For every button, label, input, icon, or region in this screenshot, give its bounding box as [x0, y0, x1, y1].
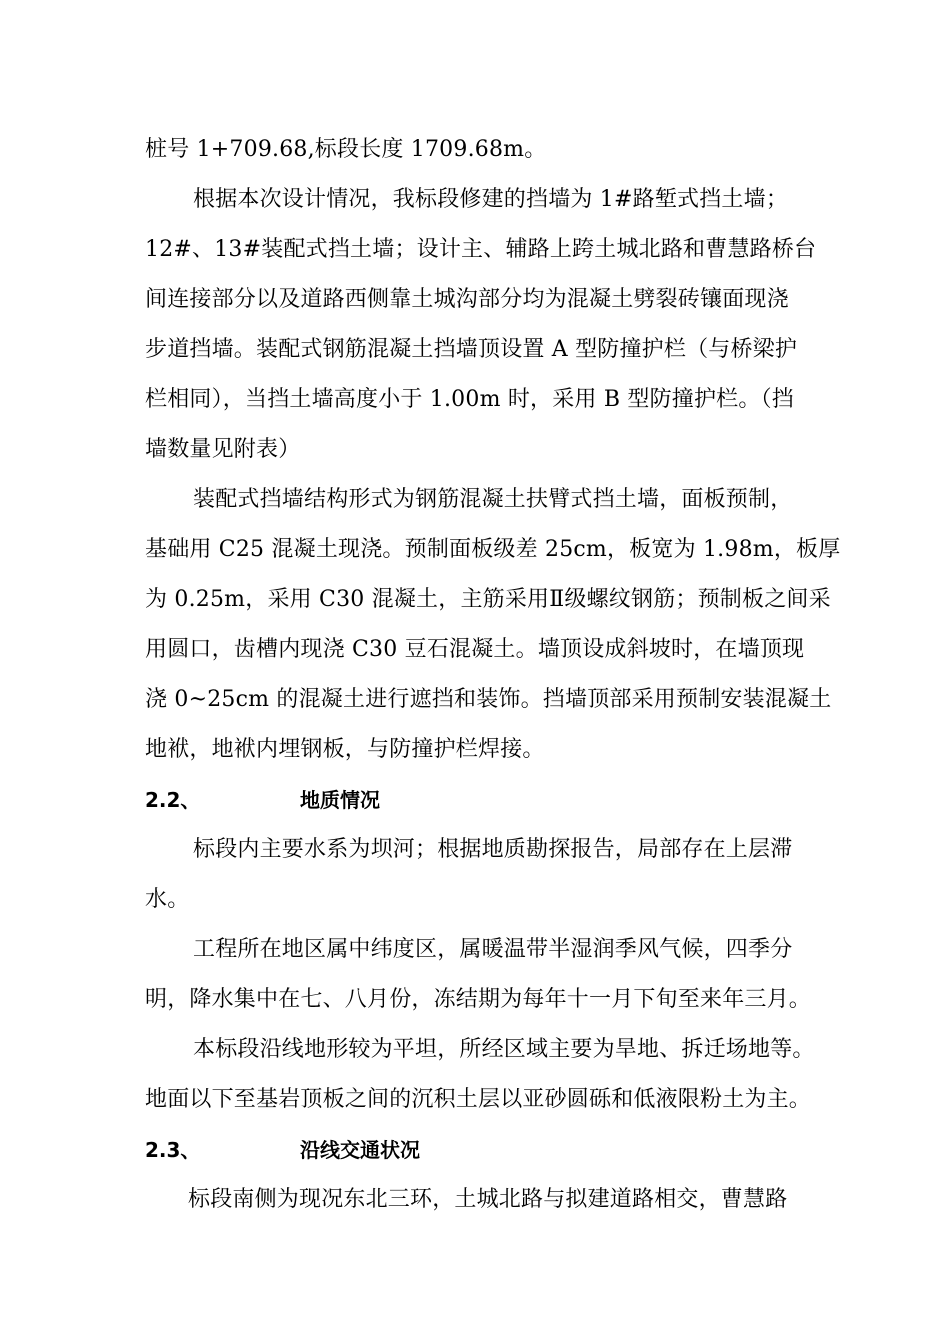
paragraph-line: 地袱，地袱内埋钢板，与防撞护栏焊接。	[145, 737, 545, 762]
paragraph-line: 本标段沿线地形较为平坦，所经区域主要为旱地、拆迁场地等。	[193, 1037, 815, 1062]
section-number: 2.3、	[145, 1138, 201, 1162]
paragraph-line: 工程所在地区属中纬度区，属暖温带半湿润季风气候，四季分	[193, 937, 793, 962]
paragraph-line: 12#、13#装配式挡土墙；设计主、辅路上跨土城北路和曹慧路桥台	[145, 237, 817, 262]
paragraph-line: 根据本次设计情况，我标段修建的挡墙为 1#路堑式挡土墙；	[193, 187, 789, 212]
paragraph-line: 地面以下至基岩顶板之间的沉积土层以亚砂圆砾和低液限粉土为主。	[145, 1087, 812, 1112]
paragraph-line: 浇 0~25cm 的混凝土进行遮挡和装饰。挡墙顶部采用预制安装混凝土	[145, 687, 832, 712]
paragraph-line: 间连接部分以及道路西侧靠土城沟部分均为混凝土劈裂砖镶面现浇	[145, 287, 789, 312]
paragraph-line: 标段内主要水系为坝河；根据地质勘探报告，局部存在上层滞	[193, 837, 793, 862]
section-title: 沿线交通状况	[300, 1138, 420, 1162]
paragraph-line: 墙数量见附表）	[145, 437, 301, 462]
paragraph-line: 栏相同），当挡土墙高度小于 1.00m 时，采用 B 型防撞护栏。（挡	[145, 387, 794, 412]
paragraph-line: 明，降水集中在七、八月份，冻结期为每年十一月下旬至来年三月。	[145, 987, 812, 1012]
paragraph-line: 水。	[145, 887, 190, 912]
section-heading	[145, 1136, 420, 1164]
paragraph-line: 步道挡墙。装配式钢筋混凝土挡墙顶设置 A 型防撞护栏（与桥梁护	[145, 337, 798, 362]
paragraph-line: 为 0.25m，采用 C30 混凝土，主筋采用Ⅱ级螺纹钢筋；预制板之间采	[145, 587, 831, 612]
section-heading	[145, 786, 380, 814]
paragraph-line: 标段南侧为现况东北三环，土城北路与拟建道路相交，曹慧路	[188, 1187, 788, 1212]
paragraph-line: 桩号 1+709.68,标段长度 1709.68m。	[145, 137, 547, 162]
section-title: 地质情况	[300, 788, 380, 812]
paragraph-line: 基础用 C25 混凝土现浇。预制面板级差 25cm，板宽为 1.98m，板厚	[145, 537, 841, 562]
paragraph-line: 用圆口，齿槽内现浇 C30 豆石混凝土。墙顶设成斜坡时，在墙顶现	[145, 637, 805, 662]
section-number: 2.2、	[145, 788, 201, 812]
paragraph-line: 装配式挡墙结构形式为钢筋混凝土扶臂式挡土墙，面板预制，	[193, 487, 793, 512]
